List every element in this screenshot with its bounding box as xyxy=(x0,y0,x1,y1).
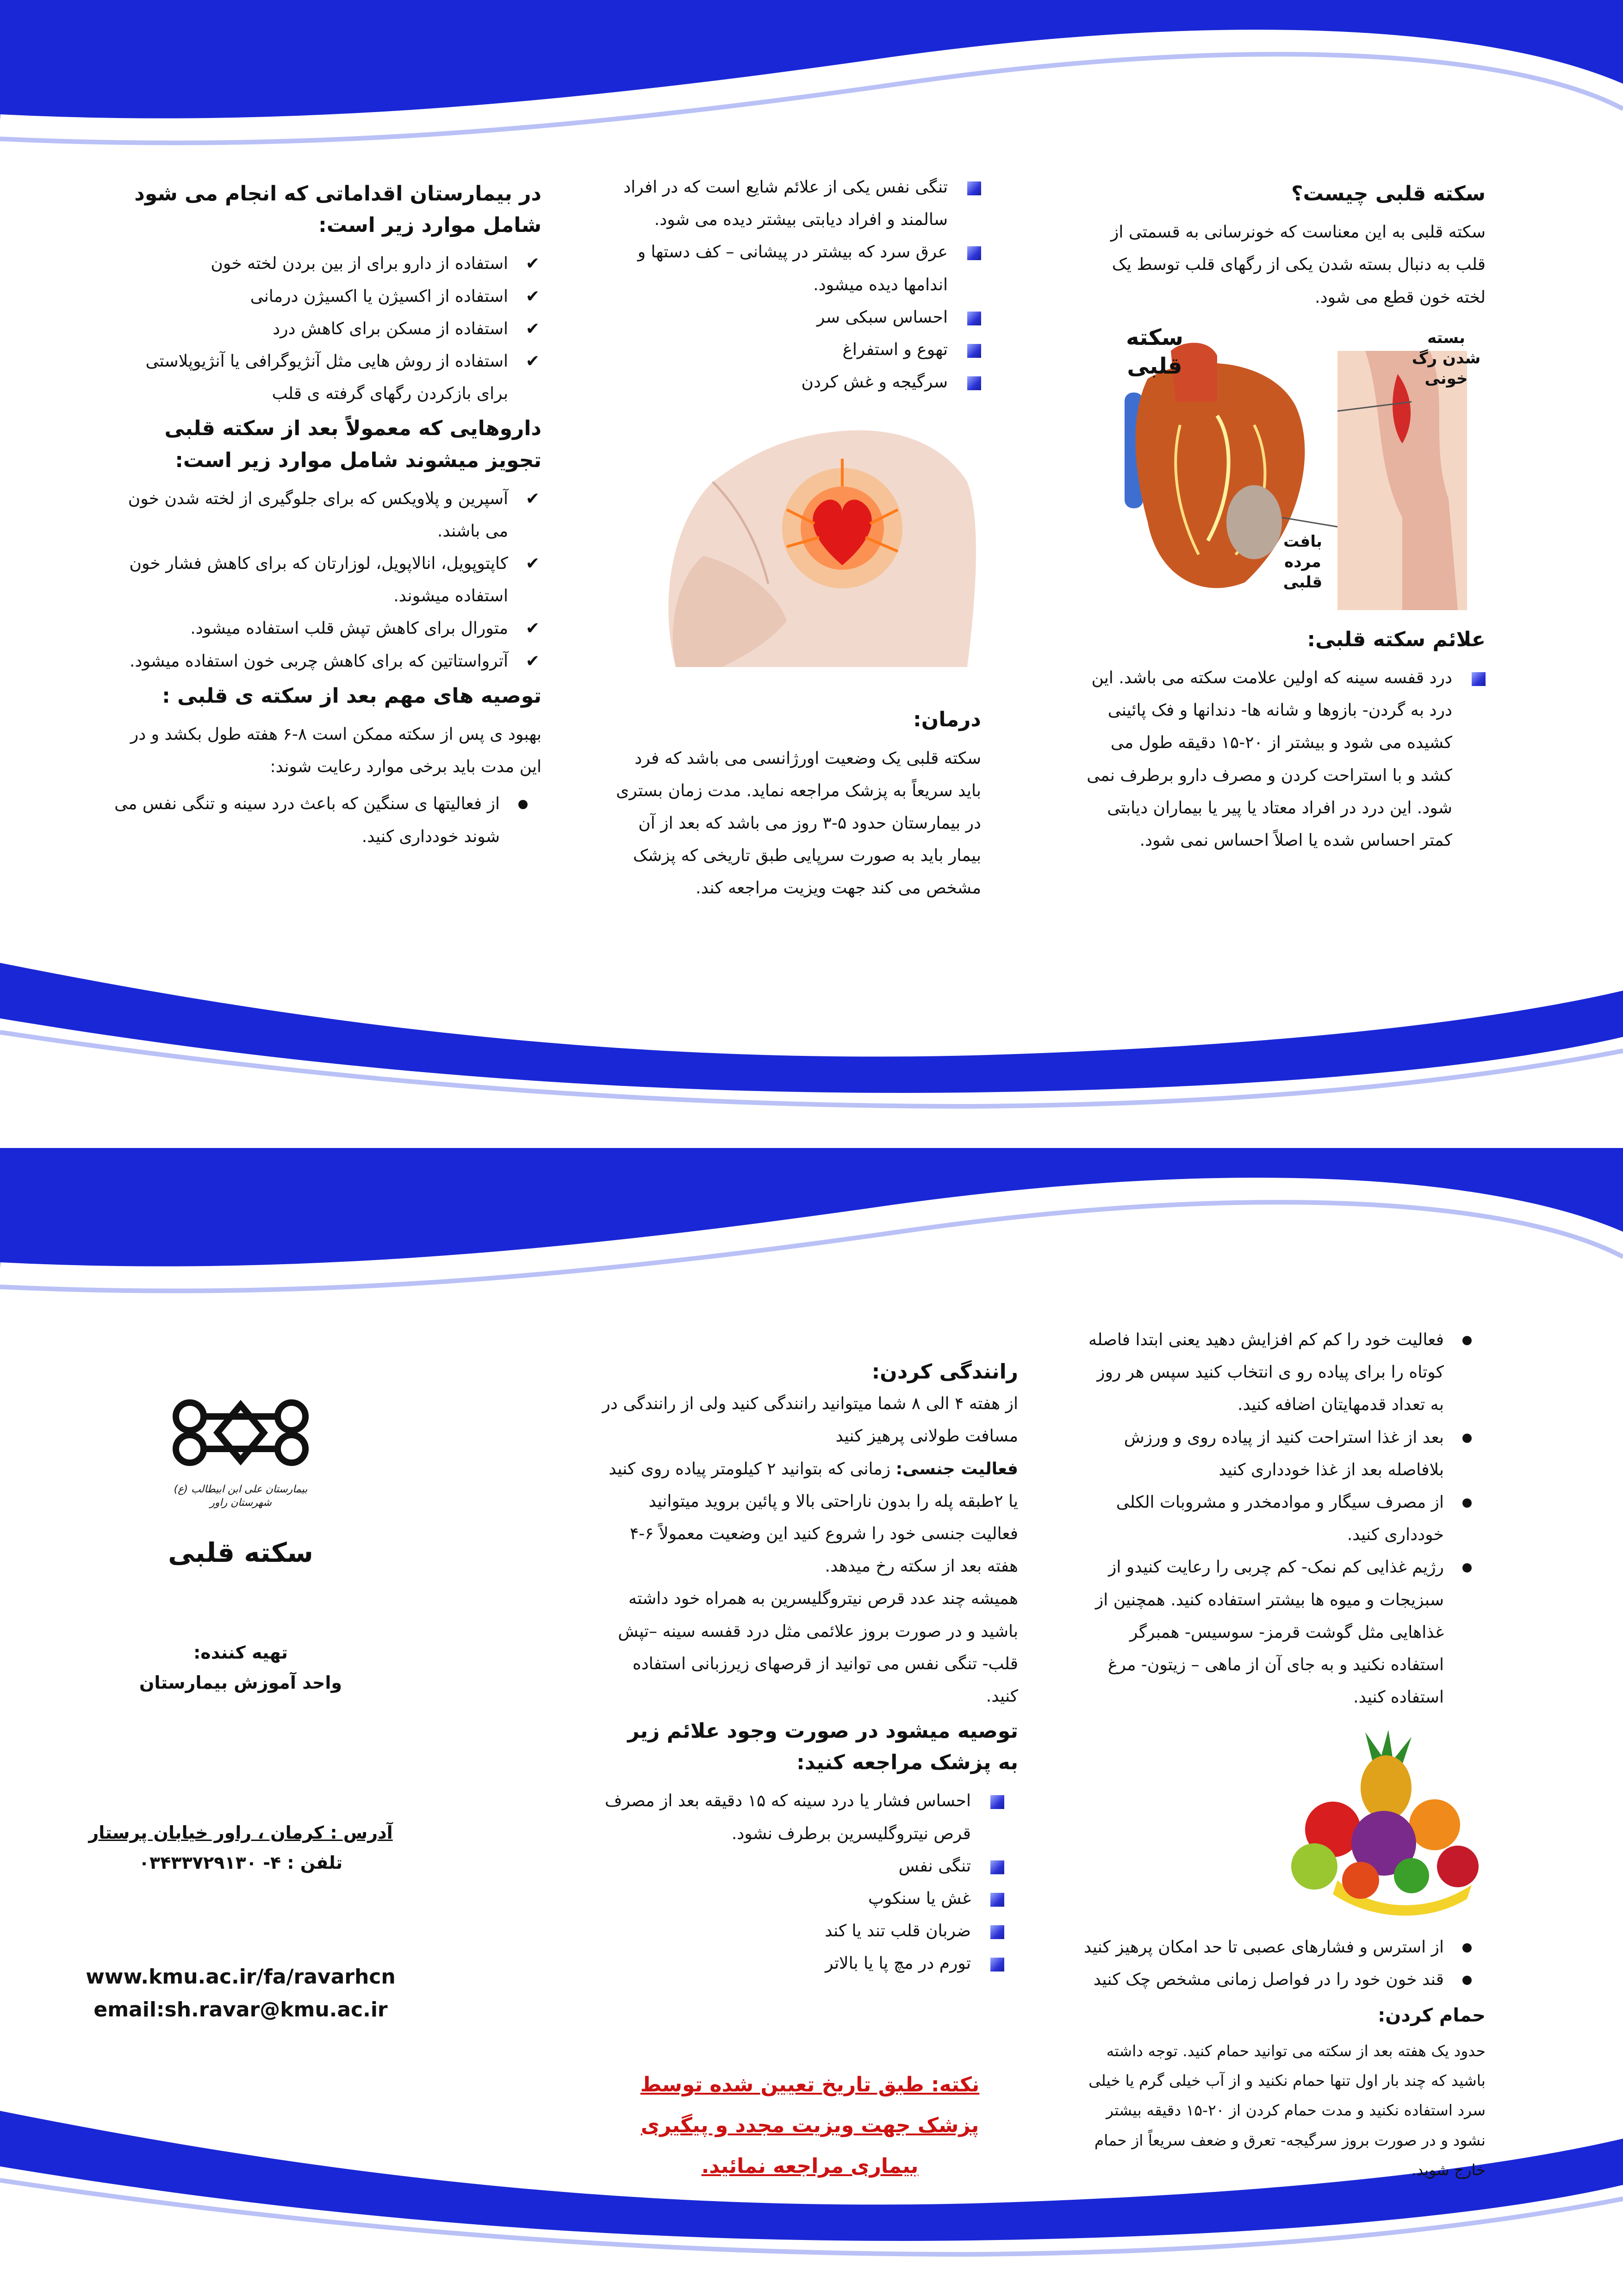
list-item: احساس سبکی سر xyxy=(616,301,981,334)
top-wave-decoration xyxy=(0,1148,1623,1333)
list-item: ✔ استفاده از مسکن برای کاهش درد xyxy=(111,313,541,345)
list-item: غش یا سنکوپ xyxy=(602,1883,1004,1915)
list-item: ضربان قلب تند یا کند xyxy=(602,1915,1004,1947)
phone-text: تلفن : ۴- ۰۳۴۳۳۷۲۹۱۳۰ xyxy=(138,1852,343,1873)
hospital-logo xyxy=(162,1389,319,1518)
hospital-logo-emblem xyxy=(162,1389,319,1481)
list-item: ✔ استفاده از اکسیژن یا اکسیژن درمانی xyxy=(111,281,541,313)
nitroglycerin-text: همیشه چند عدد قرص نیتروگلیسرین به همراه خود داشته باشید و در صورت بروز علائمی مثل درد قفسه سینه –تپش قلب- تنگی نفس می توانید از قرصهای زیرزبانی استفاده کنید. xyxy=(618,1589,1018,1706)
list-item: تنگی نفس xyxy=(602,1850,1004,1883)
page1-left-column xyxy=(111,178,541,853)
list-item: تهوع و استفراغ xyxy=(616,334,981,366)
list-item: ✔ کاپتوپویل، انالاپویل، لوزارتان که برای کاهش فشار خون استفاده میشوند. xyxy=(111,548,541,612)
sexual-activity-heading: فعالیت جنسی: xyxy=(895,1459,1018,1479)
brochure-page-2 xyxy=(0,1148,1623,2277)
advice-intro: بهبود ی پس از سکته ممکن است ۸-۶ هفته طول بکشد و در این مدت باید برخی موارد رعایت شوند: xyxy=(130,725,541,777)
list-item: احساس فشار یا درد سینه که ۱۵ دقیقه بعد از مصرف قرص نیتروگلیسرین برطرف نشود. xyxy=(602,1785,1004,1850)
brochure-title: سکته قلبی xyxy=(168,1537,313,1568)
list-item: ✔ متورال برای کاهش تپش قلب استفاده میشود. xyxy=(111,612,541,645)
bathing-text: حدود یک هفته بعد از سکته می توانید حمام کنید. توجه داشته باشید که چند بار اول تنها حمام نکنید و از آب خیلی گرم یا خیلی سرد استفاده نکنید و مدت حمام کردن از ۲۰-۱۵ دقیقه بیشتر نشود و در صورت بروز سرگیجه- تعرق و ضعف سریعاً از حمام خارج شوید. xyxy=(1088,2041,1486,2179)
heart-label-dead-tissue: بافت مرده قلبی xyxy=(1283,532,1323,592)
drugs-list xyxy=(111,483,541,678)
hospital-logo-text: بیمارستان علی ابن ابیطالب (ع) شهرستان راور xyxy=(174,1484,308,1509)
what-is-heart-attack-heading: سکته قلبی چیست؟ xyxy=(1291,182,1486,206)
list-item: ✔ آترواستاتین که برای کاهش چربی خون استفاده میشود. xyxy=(111,645,541,678)
driving-text: از هفته ۴ الی ۸ شما میتوانید رانندگی کنید ولی از رانندگی در مسافت طولانی پرهیز کنید xyxy=(602,1394,1018,1446)
hospital-measures-list xyxy=(111,248,541,410)
bottom-wave-decoration xyxy=(0,926,1623,1129)
page2-left-column xyxy=(79,1389,403,2026)
fruits-illustration xyxy=(1282,1728,1486,1922)
heart-label-blocked-vessel: بسته شدن رگ خونی xyxy=(1412,328,1481,388)
symptoms-list xyxy=(1078,662,1486,857)
list-item: سرگیجه و غش کردن xyxy=(616,366,981,399)
prepared-by-value: واحد آموزش بیمارستان xyxy=(139,1672,342,1693)
list-item: فعالیت خود را کم کم افزایش دهید یعنی ابتدا فاصله کوتاه را برای پیاده رو ی انتخاب کنید سپس هر روز به تعداد قدمهایتان اضافه کنید. xyxy=(1078,1324,1486,1422)
symptoms-heading: علائم سکته قلبی: xyxy=(1307,627,1486,651)
see-doctor-list xyxy=(602,1785,1018,1980)
heart-illustration xyxy=(1078,323,1486,610)
list-item: از مصرف سیگار و موادمخدر و مشروبات الکلی خودداری کنید. xyxy=(1078,1486,1486,1551)
page1-right-column xyxy=(1078,178,1486,857)
list-item: بعد از غذا استراحت کنید از پیاده روی و ورزش بلافاصله بعد از غذا خودداری کنید xyxy=(1078,1422,1486,1486)
list-item: قند خون خود را در فواصل زمانی مشخص چک کنید xyxy=(1078,1964,1486,1996)
list-item: تنگی نفس یکی از علائم شایع است که در افراد سالمند و افراد دیابتی بیشتر دیده می شود. xyxy=(616,171,981,236)
treatment-heading: درمان: xyxy=(913,708,981,732)
website-link[interactable]: www.kmu.ac.ir/fa/ravarhcn xyxy=(86,1965,396,1989)
lifestyle-list xyxy=(1078,1324,1486,1714)
heart-label-main: سکته قلبی xyxy=(1126,324,1183,380)
brochure-page-1 xyxy=(0,0,1623,1129)
drugs-heading: داروهایی که معمولاً بعد از سکته قلبی تجویز میشوند شامل موارد زیر است: xyxy=(164,417,541,472)
list-item: عرق سرد که بیشتر در پیشانی – کف دستها و اندامها دیده میشود. xyxy=(616,236,981,301)
advice-heading: توصیه های مهم بعد از سکته ی قلبی : xyxy=(162,684,541,708)
list-item: از استرس و فشارهای عصبی تا حد امکان پرهیز کنید xyxy=(1078,1931,1486,1964)
email-link[interactable]: email:sh.ravar@kmu.ac.ir xyxy=(93,1997,388,2021)
list-item: ✔ آسپرین و پلاویکس که برای جلوگیری از لخته شدن خون می باشند. xyxy=(111,483,541,548)
page1-middle-column xyxy=(616,171,981,905)
list-item: ✔ استفاده از روش هایی مثل آنژیوگرافی یا آنژیوپلاستی برای بازکردن رگهای گرفته ی قلب xyxy=(111,345,541,410)
chest-pain-illustration xyxy=(648,426,981,667)
sexual-activity-text: زمانی که بتوانید ۲ کیلومتر پیاده روی کنید یا ۲طبقه پله را بدون ناراحتی بالا و پائین بروید میتوانید فعالیت جنسی خود را شروع کنید این وضعیت معمولاً ۶-۴ هفته بعد از سکته رخ میدهد. xyxy=(609,1459,1018,1576)
see-doctor-heading: توصیه میشود در صورت وجود علائم زیر به پزشک مراجعه کنید: xyxy=(628,1719,1018,1775)
bathing-heading: حمام کردن: xyxy=(1378,2004,1486,2026)
advice-list xyxy=(111,788,541,853)
treatment-text: سکته قلبی یک وضعیت اورژانسی می باشد که فرد باید سریعاً به پزشک مراجعه نماید. مدت زمان بستری در بیمارستان حدود ۵-۳ روز می باشد که بعد از آن بیمار باید به صورت سرپایی طبق تاریخی که پزشک مشخص می کند جهت ویزیت مراجعه کند. xyxy=(616,749,981,898)
page2-middle-column xyxy=(602,1356,1018,1980)
prepared-by-label: تهیه کننده: xyxy=(193,1642,288,1663)
address-text: آدرس : کرمان ، راور خیابان پرستار xyxy=(88,1822,393,1843)
list-item: از فعالیتها ی سنگین که باعث درد سینه و تنگی نفس می شوند خودداری کنید. xyxy=(111,788,541,853)
list-item: ✔ استفاده از دارو برای از بین بردن لخته خون xyxy=(111,248,541,280)
health-habits-list xyxy=(1078,1931,1486,1996)
page2-right-column xyxy=(1078,1324,1486,2185)
symptoms-more-list xyxy=(616,171,981,399)
top-wave-decoration xyxy=(0,0,1623,185)
driving-heading: رانندگی کردن: xyxy=(871,1360,1018,1384)
heart-attack-definition: سکته قلبی به این معناست که خونرسانی به قسمتی از قلب به دنبال بسته شدن یکی از رگهای قلب توسط یک لخته خون قطع می شود. xyxy=(1111,223,1486,307)
follow-up-note: نکته: طبق تاریخ تعیین شده توسط پزشک جهت ویزیت مجدد و پیگیری بیماری مراجعه نمائید. xyxy=(640,2073,980,2178)
list-item: تورم در مچ پا یا بالاتر xyxy=(602,1947,1004,1980)
list-item: درد قفسه سینه که اولین علامت سکته می باشد. این درد به گردن- بازوها و شانه ها- دندانها و فک پائینی کشیده می شود و بیشتر از ۲۰-۱۵ دقیقه طول می کشد و با استراحت کردن و مصرف دارو برطرف نمی شود. این درد در افراد معتاد یا پیر یا بیماران دیابتی کمتر احساس شده یا اصلاً احساس نمی شود. xyxy=(1078,662,1486,857)
list-item: رژیم غذایی کم نمک- کم چربی را رعایت کنیدو از سبزیجات و میوه ها بیشتر استفاده کنید. همچنین از غذاهایی مثل گوشت قرمز- سوسیس- همبرگر استفاده نکنید و به جای آن از ماهی – زیتون- مرغ استفاده کنید. xyxy=(1078,1551,1486,1714)
hospital-measures-heading: در بیمارستان اقداماتی که انجام می شود شامل موارد زیر است: xyxy=(134,182,541,237)
